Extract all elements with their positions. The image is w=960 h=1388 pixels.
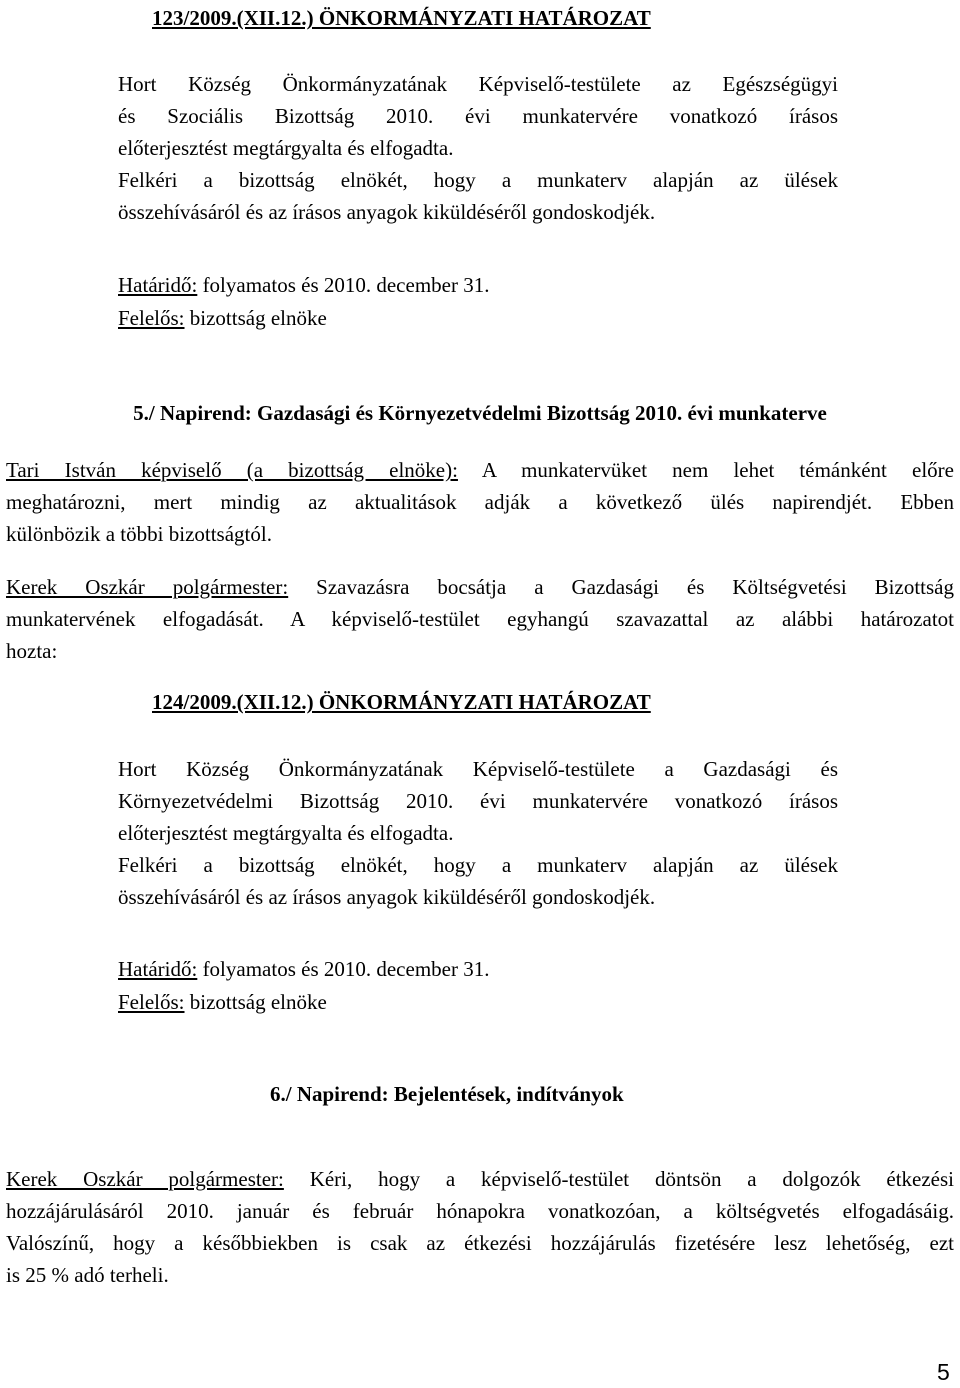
resolution-124-line: Felkéri a bizottság elnökét, hogy a munkaterv alapján az ülések (118, 853, 838, 877)
paragraph-text: Szavazásra bocsátja a Gazdasági és Költségvetési Bizottság (288, 575, 954, 599)
deadline-label: Határidő: (118, 957, 198, 981)
resolution-123-responsible (118, 302, 327, 334)
paragraph-line: Valószínű, hogy a későbbiekben is csak az étkezési hozzájárulás fizetésére lesz lehetőség, ezt (6, 1231, 954, 1255)
agenda-item-5-paragraph-1 (6, 454, 954, 550)
agenda-item-6-paragraph-1 (6, 1163, 954, 1291)
resolution-123-body (118, 68, 838, 228)
paragraph-line: különbözik a többi bizottságtól. (6, 522, 272, 546)
paragraph-text: A munkatervüket nem lehet témánként előre (457, 458, 954, 482)
resolution-123-line: Felkéri a bizottság elnökét, hogy a munkaterv alapján az ülések (118, 168, 838, 192)
resolution-123-line: előterjesztést megtárgyalta és elfogadta. (118, 136, 454, 160)
speaker-name: Kerek Oszkár polgármester: (6, 575, 289, 599)
resolution-123-line: és Szociális Bizottság 2010. évi munkatervére vonatkozó írásos (118, 104, 838, 128)
resolution-124-title: 124/2009.(XII.12.) ÖNKORMÁNYZATI HATÁROZAT (152, 690, 651, 714)
paragraph-line: hozzájárulásáról 2010. január és február hónapokra vonatkozóan, a költségvetés elfogadásáig. (6, 1199, 954, 1223)
deadline-label: Határidő: (118, 273, 198, 297)
responsible-label: Felelős: (118, 990, 185, 1014)
resolution-123-deadline (118, 269, 489, 301)
speaker-name: Kerek Oszkár polgármester: (6, 1167, 284, 1191)
agenda-item-6-heading: 6./ Napirend: Bejelentések, indítványok (270, 1082, 624, 1106)
resolution-124-body (118, 753, 838, 913)
resolution-124-line: Hort Község Önkormányzatának Képviselő-testülete a Gazdasági és (118, 757, 838, 781)
paragraph-line (6, 1163, 954, 1195)
paragraph-line: hozta: (6, 639, 58, 663)
resolution-124-line: Környezetvédelmi Bizottság 2010. évi munkatervére vonatkozó írásos (118, 789, 838, 813)
resolution-123-title: 123/2009.(XII.12.) ÖNKORMÁNYZATI HATÁROZAT (152, 6, 651, 30)
resolution-124-responsible (118, 986, 327, 1018)
resolution-124-line: összehívásáról és az írásos anyagok kiküldéséről gondoskodjék. (118, 885, 656, 909)
paragraph-line: is 25 % adó terheli. (6, 1263, 169, 1287)
paragraph-line (6, 571, 954, 603)
paragraph-line: munkatervének elfogadását. A képviselő-testület egyhangú szavazattal az alábbi határozatot (6, 607, 954, 631)
agenda-item-5-paragraph-2 (6, 571, 954, 667)
paragraph-line (6, 454, 954, 486)
responsible-value: bizottság elnöke (184, 306, 327, 330)
resolution-123-line: összehívásáról és az írásos anyagok kiküldéséről gondoskodjék. (118, 200, 656, 224)
paragraph-line: meghatározni, mert mindig az aktualitások adják a következő ülés napirendjét. Ebben (6, 490, 954, 514)
agenda-item-5-heading: 5./ Napirend: Gazdasági és Környezetvédelmi Bizottság 2010. évi munkaterve (133, 401, 827, 425)
responsible-label: Felelős: (118, 306, 185, 330)
deadline-value: folyamatos és 2010. december 31. (197, 273, 490, 297)
page-number: 5 (937, 1359, 950, 1385)
deadline-value: folyamatos és 2010. december 31. (197, 957, 490, 981)
resolution-123-line: Hort Község Önkormányzatának Képviselő-testülete az Egészségügyi (118, 72, 838, 96)
resolution-124-line: előterjesztést megtárgyalta és elfogadta. (118, 821, 454, 845)
speaker-name: Tari István képviselő (a bizottság elnöke): (6, 458, 458, 482)
responsible-value: bizottság elnöke (184, 990, 327, 1014)
resolution-124-deadline (118, 953, 489, 985)
paragraph-text: Kéri, hogy a képviselő-testület döntsön a dolgozók étkezési (283, 1167, 955, 1191)
